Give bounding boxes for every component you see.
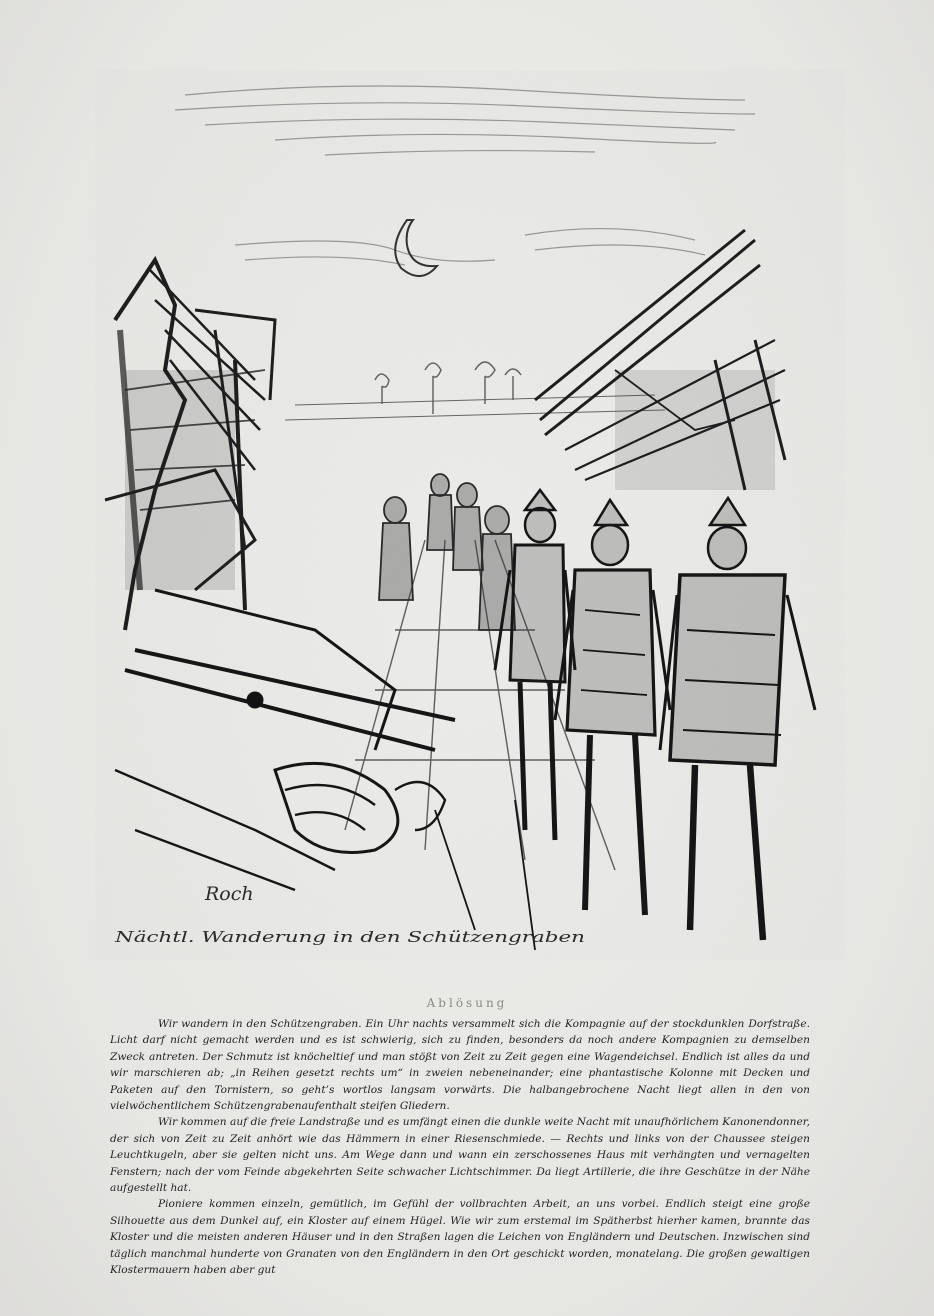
artist-signature: Roch	[205, 883, 254, 905]
paragraph: Wir kommen auf die freie Landstraße und es umfängt einen die dunkle weite Nacht mit unaufhörlichem Kanonendonner, der sich von Zeit zu Zeit anhört wie das Hämmern in einer Riesenschmiede. — Rechts und links von der Chaussee steigen Leuchtkugeln, aber sie gelten nicht uns. Am Wege dann und wann ein zerschossenes Haus mit verhängten und vernagelten Fenstern; nach der vom Feinde abgekehrten Seite schwacher Lichtschimmer. Da liegt Artillerie, die ihre Geschütze in der Nähe aufgestellt hat.	[110, 1116, 810, 1195]
lithograph-illustration	[95, 70, 845, 960]
soldiers-marching-drawing	[95, 70, 845, 960]
paragraph: Wir wandern in den Schützengraben. Ein Uhr nachts versammelt sich die Kompagnie auf der stockdunklen Dorfstraße. Licht darf nicht gemacht werden und es ist schwierig, sich zu finden, besonders da noch andere Kompagnien zu demselben Zweck antreten. Der Schmutz ist knöcheltief und man stößt von Zeit zu Zeit gegen eine Wagendeichsel. Endlich ist alles da und wir marschieren ab; „in Reihen gesetzt rechts um“ in zweien nebeneinander; eine phantastische Kolonne mit Decken und Paketen auf den Tornistern, so geht’s wortlos langsam vorwärts. Die halbangebrochene Nacht liegt allen in den von vielwöchentlichem Schützengrabenaufenthalt steifen Gliedern.	[110, 1018, 810, 1113]
paragraph: Pioniere kommen einzeln, gemütlich, im Gefühl der vollbrachten Arbeit, an uns vorbei. Endlich steigt eine große Silhouette aus dem Dunkel auf, ein Kloster auf einem Hügel. Wie wir zum erstemal im Spätherbst hierher kamen, brannte das Kloster und die meisten anderen Häuser und in den Straßen lagen die Leichen von Engländern und Deutschen. Inzwischen sind täglich manchmal hunderte von Granaten von den Engländern in den Ort geschickt worden, monatelang. Die großen gewaltigen Klostermauern haben aber gut	[110, 1198, 810, 1277]
plate-title: Ablösung	[426, 996, 508, 1010]
body-text	[110, 1016, 810, 1279]
plate-inscription: Nächtl. Wanderung in den Schützengraben	[113, 928, 585, 946]
